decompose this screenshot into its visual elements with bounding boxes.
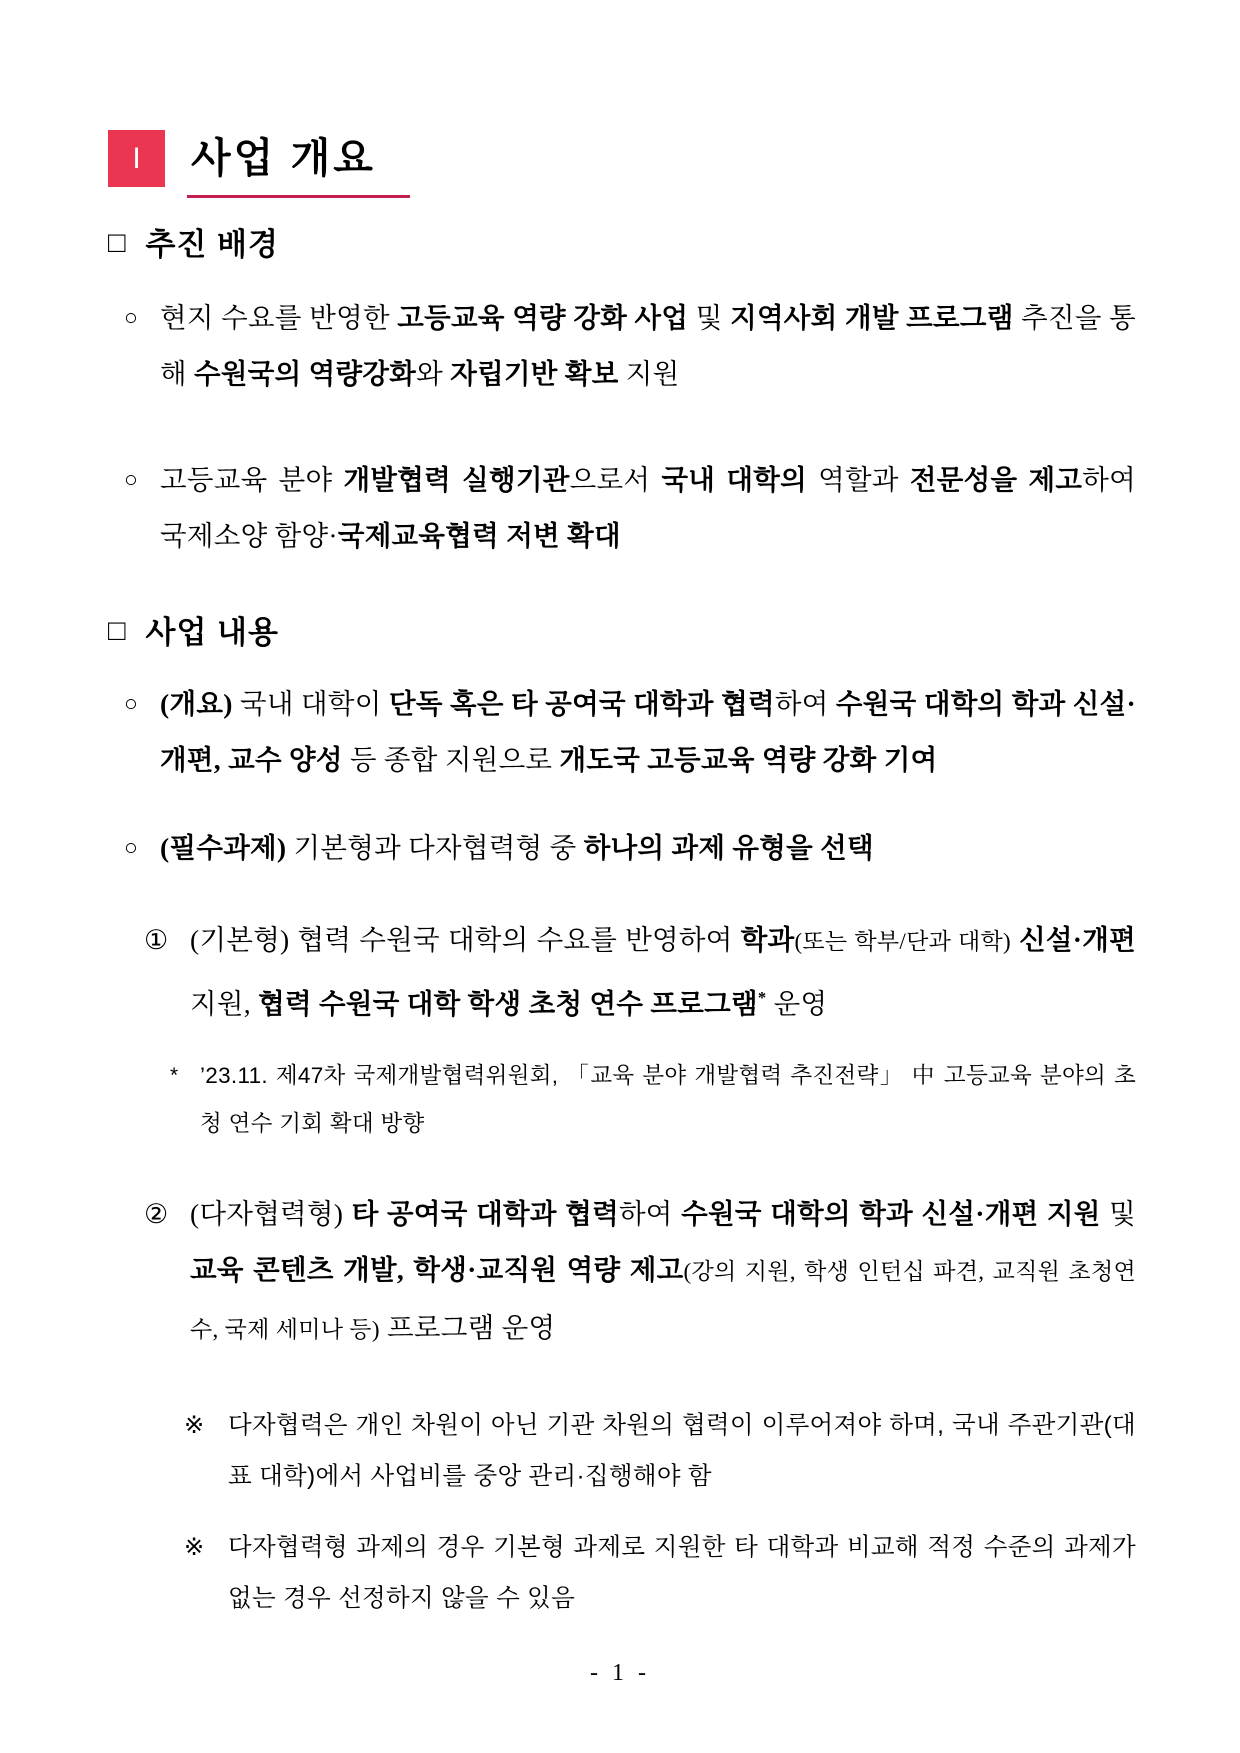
text-segment: (필수과제): [160, 831, 287, 863]
text-segment: 현지 수요를 반영한: [160, 301, 398, 333]
footnote: [108, 1052, 1136, 1148]
reference-note-2: [108, 1522, 1136, 1624]
text-segment: 신설·개편: [1019, 923, 1136, 955]
text-segment: 수원국 대학의 학과 신설·개편, 교수 양성: [160, 687, 1137, 775]
note-text: 다자협력형 과제의 경우 기본형 과제로 지원한 타 대학과 비교해 적정 수준의 과제가 없는 경우 선정하지 않을 수 있음: [228, 1533, 1136, 1612]
heading-background-label: 추진 배경: [145, 227, 279, 262]
text-segment: (또는 학부/단과 대학): [794, 928, 1012, 954]
text-segment: 역할과: [806, 463, 910, 495]
text-segment: 프로그램 운영: [379, 1311, 556, 1343]
text-segment: 으로서: [569, 463, 662, 495]
text-segment: (강의 지원, 학생 인턴십 파견, 교직원 초청연수, 국제 세미나 등): [190, 1258, 1136, 1342]
text-segment: 단독 혹은 타 공여국 대학과 협력: [388, 687, 775, 719]
footnote-asterisk: *: [757, 987, 767, 1007]
text-segment: 국제교육협력 저변 확대: [337, 519, 621, 551]
paragraph-text: [190, 912, 1136, 1032]
text-segment: 운영: [766, 987, 828, 1019]
text-segment: 지원,: [190, 987, 259, 1019]
paragraph-text: [160, 452, 1136, 564]
text-segment: (기본형) 협력 수원국 대학의 수요를 반영하여: [190, 923, 741, 955]
text-segment: 자립기반 확보: [450, 357, 619, 389]
circle-bullet-icon: ○: [124, 304, 138, 330]
reference-mark-icon: ※: [184, 1411, 205, 1439]
text-segment: 등 종합 지원으로: [342, 743, 560, 775]
text-segment: 지원: [618, 357, 680, 389]
paragraph-required-task: [108, 820, 1136, 876]
text-segment: 수원국의 역량강화: [194, 357, 417, 389]
text-segment: 수원국 대학의 학과 신설·개편 지원: [681, 1197, 1101, 1229]
text-segment: [1011, 924, 1019, 955]
text-segment: (다자협력형): [190, 1197, 352, 1229]
text-segment: 기본형과 다자협력형 중: [286, 831, 584, 863]
text-segment: 고등교육 역량 강화 사업: [397, 301, 689, 333]
text-segment: 하나의 과제 유형을 선택: [583, 831, 874, 863]
reference-mark-icon: ※: [184, 1533, 205, 1561]
text-segment: 및: [688, 301, 731, 333]
square-bullet-icon: □: [108, 615, 127, 648]
heading-content-label: 사업 내용: [145, 614, 279, 650]
text-segment: 지역사회 개발 프로그램: [730, 301, 1014, 333]
text-segment: 및: [1100, 1197, 1136, 1229]
paragraph-background-1: [108, 290, 1136, 402]
heading-background: [108, 224, 1136, 266]
note-text: 다자협력은 개인 차원이 아닌 기관 차원의 협력이 이루어져야 하며, 국내 주관기관(대표 대학)에서 사업비를 중앙 관리·집행해야 함: [228, 1411, 1136, 1490]
paragraph-text: [190, 1186, 1136, 1358]
text-segment: 추진을 통해: [160, 301, 1137, 389]
text-segment: (개요): [160, 687, 233, 719]
footnote-text: ’23.11. 제47차 국제개발협력위원회, 「교육 분야 개발협력 추진전략」 中 고등교육 분야의 초청 연수 기회 확대 방향: [200, 1062, 1136, 1136]
paragraph-overview: [108, 676, 1136, 788]
paragraph-text: [160, 820, 1136, 876]
paragraph-text: [160, 676, 1136, 788]
text-segment: 타 공여국 대학과 협력: [351, 1197, 619, 1229]
circle-bullet-icon: ○: [124, 834, 138, 860]
text-segment: 교육 콘텐츠 개발, 학생·교직원 역량 제고: [190, 1253, 684, 1285]
text-segment: 학과: [740, 923, 795, 955]
text-segment: 개발협력 실행기관: [343, 463, 570, 495]
circled-one-icon: ①: [144, 924, 169, 955]
text-segment: 국내 대학이: [232, 687, 389, 719]
paragraph-background-2: [108, 452, 1136, 564]
circled-two-icon: ②: [144, 1198, 169, 1229]
paragraph-text: [160, 290, 1136, 402]
page-title: 사업 개요: [187, 130, 410, 198]
text-segment: 전문성을 제고: [909, 463, 1083, 495]
text-segment: 개도국 고등교육 역량 강화 기여: [559, 743, 938, 775]
square-bullet-icon: □: [108, 227, 127, 260]
text-segment: 하여 국제소양 함양·: [160, 463, 1136, 551]
text-segment: 하여: [618, 1197, 682, 1229]
list-item-multilateral-type: [108, 1186, 1136, 1358]
list-item-basic-type: [108, 912, 1136, 1032]
text-segment: 와: [416, 357, 451, 389]
section-title-row: [108, 130, 1136, 198]
text-segment: 협력 수원국 대학 학생 초청 연수 프로그램: [258, 987, 758, 1019]
page-number: - 1 -: [590, 1660, 650, 1686]
text-segment: 하여: [774, 687, 836, 719]
circle-bullet-icon: ○: [124, 466, 138, 492]
asterisk-icon: *: [170, 1063, 179, 1087]
reference-note-1: [108, 1400, 1136, 1502]
section-number-badge: [108, 130, 165, 187]
text-segment: 고등교육 분야: [160, 463, 344, 495]
circle-bullet-icon: ○: [124, 690, 138, 716]
section-number: I: [132, 141, 141, 175]
heading-content: [108, 612, 1136, 654]
text-segment: 국내 대학의: [661, 463, 807, 495]
